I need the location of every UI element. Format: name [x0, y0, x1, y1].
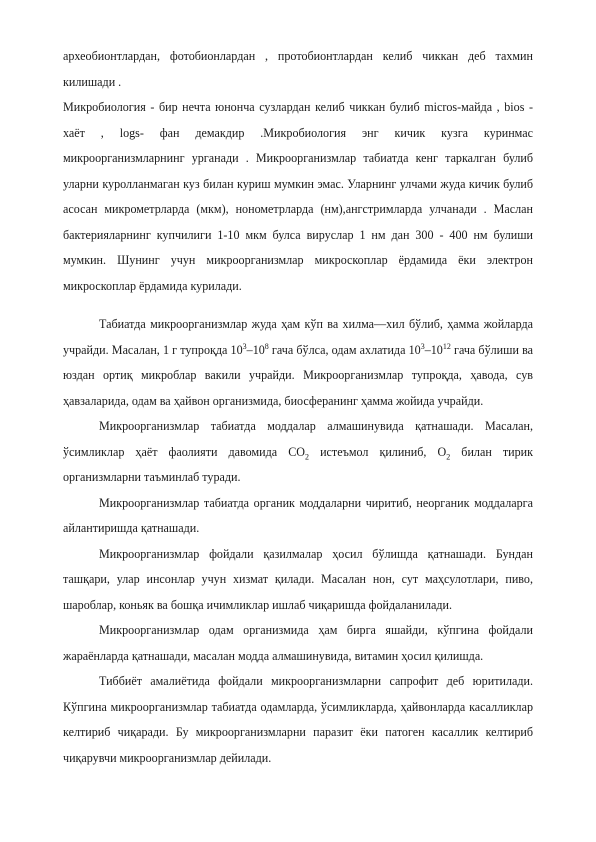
paragraph-distribution: Табиатда микроорганизмлар жуда ҳам кўп ва хилма—хил бўлиб, ҳамма жойларда учрайди. Масалан, 1 г тупроқда $10^3-10^8$ гача бўлса, одам ахлатида $10^3-10^{12}$ гача бўлиши ва юздан ортиқ микроблар вакили учрайди. Микроорганизмлар тупроқда, ҳавода, сув ҳавзаларида, одам ва ҳайвон организмида, биосферанинг ҳамма жойида учрайди.	[63, 317, 533, 408]
paragraph-gap	[63, 299, 533, 312]
document-page	[63, 44, 533, 771]
paragraph-decomposition: Микроорганизмлар табиатда органик моддаларни чиритиб, неорганик моддаларга айлантиришда қатнашади.	[63, 495, 533, 535]
paragraph-medicine: Тиббиёт амалиётида фойдали микроорганизмларни сапрофит деб юритилади. Кўпгина микроорганизмлар табиатда одамларда, ўсимликларда, ҳайвонларда касалликлар келтириб чиқаради. Бу микроорганизмларни паразит ёки патоген касаллик келтириб чиқарувчи микроорганизмлар дейилади.	[63, 674, 533, 765]
paragraph-minerals: Микроорганизмлар фойдали қазилмалар ҳосил бўлишда қатнашади. Бундан ташқари, улар инсонлар учун хизмат қилади. Масалан нон, сут маҳсулотлари, пиво, шароблар, коньяк ва бошқа ичимликлар ишлаб чиқаришда фойдаланилади.	[63, 546, 533, 612]
paragraph-human-organism: Микроорганизмлар одам организмида ҳам бирга яшайди, кўпгина фойдали жараёнларда қатнашади, масалан модда алмашинувида, витамин ҳосил қилишда.	[63, 623, 533, 663]
paragraph-metabolism: Микроорганизмлар табиатда моддалар алмашинувида қатнашади. Масалан, ўсимликлар ҳаёт фаолияти давомида $СО_2$ истеъмол қилиниб, $О_2$ билан тирик организмларни таъминлаб туради.	[63, 419, 534, 484]
paragraph-archaebionts: археобионтлардан, фотобионлардан , протобионтлардан келиб чиккан деб тахмин килишади .	[63, 49, 533, 89]
paragraph-microbiology-definition: Микробиология - бир нечта юнонча сузлардан келиб чиккан булиб micros-майда , bios - хаёт , logs- фан демакдир .Микробиология энг кичик кузга куринмас микроорганизмларнинг урганади . Микроорганизмлар табиатда кенг таркалган булиб уларни куролланмаган куз билан куриш мумкин эмас. Уларнинг улчами жуда кичик булиб асосан микрометрларда (мкм), нонометрларда (нм),ангстримларда улчанади . Маслан бактерияларнинг купчилиги 1-10 мкм булса вируслар 1 нм дан 300 - 400 нм булиши мумкин. Шунинг учун микроорганизмлар микроскоплар ёрдамида ёки электрон микроскоплар ёрдамида курилади.	[63, 100, 533, 293]
